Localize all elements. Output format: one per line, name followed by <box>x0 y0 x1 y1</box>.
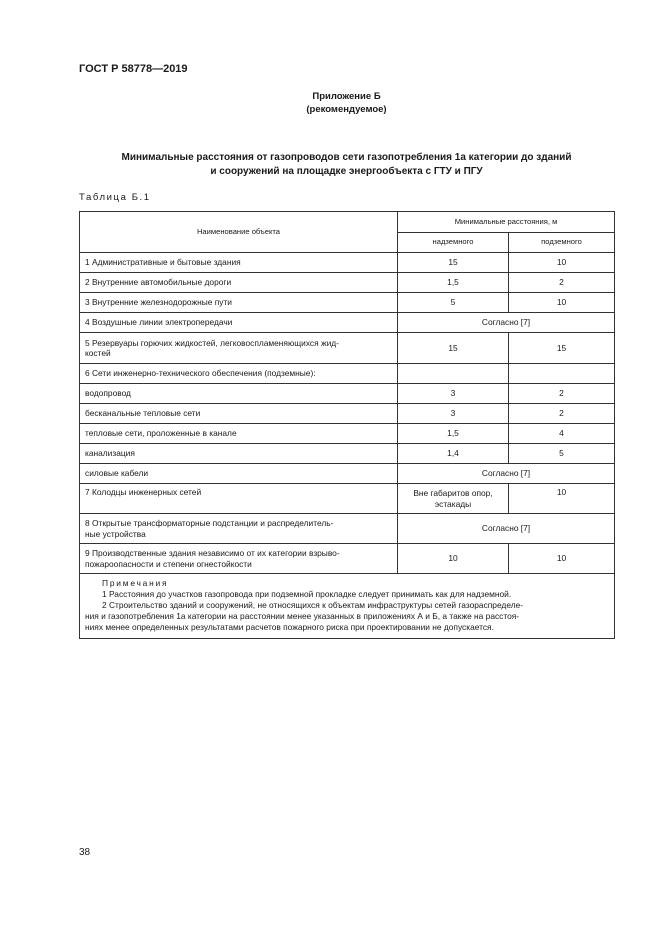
row-name-line-2: костей <box>85 348 111 358</box>
row-name: 6 Сети инженерно-технического обеспечения (подземные): <box>80 364 398 384</box>
note-2-line-2: ния и газопотребления 1а категории на расстоянии менее указанных в приложениях А и Б, а также на расстоя- <box>85 611 520 621</box>
row-below <box>509 364 615 384</box>
table-row <box>80 293 615 313</box>
table-row <box>80 253 615 273</box>
row-above: 10 <box>398 544 509 574</box>
table-row <box>80 544 615 574</box>
row-below: 2 <box>509 384 615 404</box>
table-row <box>80 273 615 293</box>
row-above: 3 <box>398 384 509 404</box>
header-object: Наименование объекта <box>80 212 398 253</box>
row-name: 4 Воздушные линии электропередачи <box>80 313 398 333</box>
row-name-line-1: 8 Открытые трансформаторные подстанции и распределитель- <box>85 518 334 528</box>
row-name <box>80 333 398 364</box>
row-name: водопровод <box>80 384 398 404</box>
row-below: 10 <box>509 253 615 273</box>
annex-heading <box>79 90 614 116</box>
row-below: 15 <box>509 333 615 364</box>
table-row <box>80 514 615 544</box>
row-merged: Согласно [7] <box>398 514 615 544</box>
row-name: канализация <box>80 444 398 464</box>
row-above: 1,5 <box>398 424 509 444</box>
table-row <box>80 333 615 364</box>
table-row <box>80 384 615 404</box>
table-row <box>80 444 615 464</box>
distances-table <box>79 211 615 639</box>
note-2-line-1: 2 Строительство зданий и сооружений, не относящихся к объектам инфраструктуры сетей газораспределе- <box>102 600 524 610</box>
table-row <box>80 464 615 484</box>
row-below: 10 <box>509 484 615 514</box>
title-line-1: Минимальные расстояния от газопроводов сети газопотребления 1а категории до зданий <box>121 152 572 163</box>
row-name: 7 Колодцы инженерных сетей <box>80 484 398 514</box>
notes-heading: Примечания <box>102 578 169 588</box>
row-name: силовые кабели <box>80 464 398 484</box>
page-number: 38 <box>79 847 91 858</box>
row-above: 15 <box>398 333 509 364</box>
row-name <box>80 544 398 574</box>
note-2-line-3: ниях менее определенных результатами расчетов пожарного риска при проектировании не допускается. <box>85 622 494 632</box>
annex-title: Приложение Б <box>312 91 381 102</box>
row-below: 10 <box>509 544 615 574</box>
header-above: надземного <box>398 233 509 253</box>
table-row <box>80 364 615 384</box>
row-above: 3 <box>398 404 509 424</box>
row-below: 2 <box>509 273 615 293</box>
row-name-line-1: 9 Производственные здания независимо от их категории взрыво- <box>85 548 340 558</box>
row-name <box>80 514 398 544</box>
row-below: 10 <box>509 293 615 313</box>
row-above-line-1: Вне габаритов опор, <box>413 488 493 498</box>
title-line-2: и сооружений на площадке энергообъекта с ГТУ и ПГУ <box>210 166 483 177</box>
row-above: 1,4 <box>398 444 509 464</box>
row-merged: Согласно [7] <box>398 313 615 333</box>
row-name: тепловые сети, проложенные в канале <box>80 424 398 444</box>
row-name: 2 Внутренние автомобильные дороги <box>80 273 398 293</box>
row-name-line-2: пожароопасности и степени огнестойкости <box>85 558 252 569</box>
header-below: подземного <box>509 233 615 253</box>
row-below: 5 <box>509 444 615 464</box>
row-above <box>398 364 509 384</box>
row-above <box>398 484 509 514</box>
row-name: 3 Внутренние железнодорожные пути <box>80 293 398 313</box>
table-row <box>80 484 615 514</box>
row-below: 4 <box>509 424 615 444</box>
row-above: 5 <box>398 293 509 313</box>
row-above-line-2: эстакады <box>434 498 472 509</box>
table-notes <box>80 574 615 639</box>
row-name-line-2: ные устройства <box>85 528 146 539</box>
page-title <box>79 151 614 179</box>
header-distances: Минимальные расстояния, м <box>398 212 615 233</box>
table-row <box>80 424 615 444</box>
row-above: 1,5 <box>398 273 509 293</box>
table-label: Таблица Б.1 <box>79 192 151 203</box>
row-above: 15 <box>398 253 509 273</box>
table-row <box>80 404 615 424</box>
row-name: 1 Административные и бытовые здания <box>80 253 398 273</box>
row-name: бесканальные тепловые сети <box>80 404 398 424</box>
document-code: ГОСТ Р 58778—2019 <box>79 63 188 75</box>
table-row <box>80 313 615 333</box>
annex-status: (рекомендуемое) <box>306 104 387 115</box>
row-merged: Согласно [7] <box>398 464 615 484</box>
row-name-line-1: 5 Резервуары горючих жидкостей, легковоспламеняющихся жид- <box>85 337 339 348</box>
table-header-row <box>80 212 615 233</box>
table-notes-row <box>80 574 615 639</box>
note-1: 1 Расстояния до участков газопровода при подземной прокладке следует принимать как для надземной. <box>102 589 512 599</box>
row-below: 2 <box>509 404 615 424</box>
